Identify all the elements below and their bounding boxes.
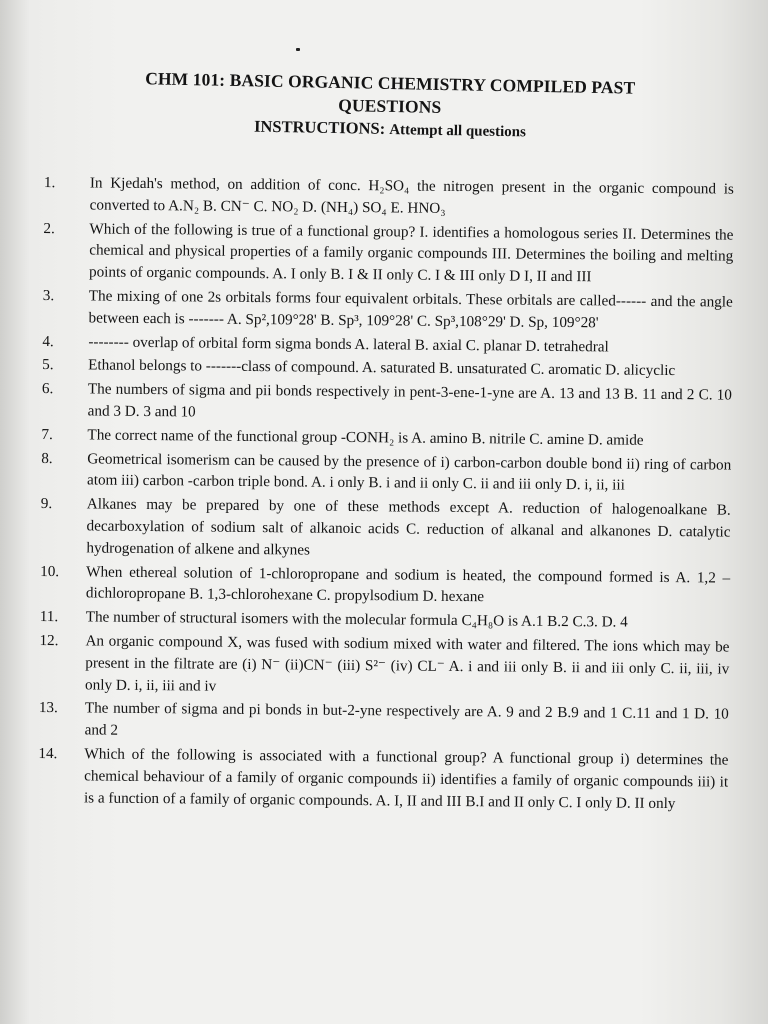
question-item [43,218,734,290]
document-header [90,68,690,141]
question-number: 13. [38,699,58,717]
question-number: 11. [39,608,59,626]
question-text: When ethereal solution of 1-chloropropane and sodium is heated, the compound formed is A. 1,2 – dichloropropane B. 1,3-chlorohexane C. propylsodium D. hexane [85,562,731,606]
question-number: 7. [41,425,53,443]
question-number: 12. [39,631,59,650]
question-text: -------- overlap of orbital form sigma bonds A. lateral B. axial C. planar D. tetrahedral [88,333,609,356]
instructions-label: INSTRUCTIONS: [253,116,386,138]
question-item [40,493,731,565]
question-item [41,448,731,498]
question-text: Ethanol belongs to -------class of compound. A. saturated B. unsaturated C. aromatic D. alicyclic [88,356,676,380]
title-line-1: CHM 101: BASIC ORGANIC CHEMISTRY COMPILED PAST [145,68,636,98]
question-item [42,285,732,335]
question-item [40,561,730,611]
question-number: 5. [42,356,54,374]
question-text: The number of structural isomers with the molecular formula C₄H₈O is A.1 B.2 C.3. D. 4 [85,608,628,631]
question-number: 3. [42,286,55,305]
question-text: Which of the following is true of a functional group? I. identifies a homologous series II. Determines the chemical and physical properties of a family organic compounds III. Determines the boiling and melting points of organic compounds. A. I only B. I & II only C. I & III only D I, II and III [88,220,734,286]
question-item [44,172,734,222]
question-text: The number of sigma and pi bonds in but-2-yne respectively are A. 9 and 2 B.9 and 1 C.11 and 1 D. 10 and 2 [84,699,729,739]
question-text: Alkanes may be prepared by one of these methods except A. reduction of halogenoalkane B. decarboxylation of sodium salt of alkanoic acids C. reduction of alkanal and alkanones D. catalytic hydrogenation of alkene and alkynes [86,495,731,559]
question-text: Geometrical isomerism can be caused by the presence of i) carbon-carbon double bond ii) ring of carbon atom iii) carbon -carbon triple bond. A. i only B. i and ii only C. ii and iii only D. i, ii, iii [86,449,732,494]
question-number: 1. [43,173,56,192]
question-number: 6. [41,380,54,398]
question-list [38,172,734,817]
question-number: 8. [41,449,53,467]
question-item [42,378,732,428]
question-text: Which of the following is associated with a functional group? A functional group i) determines the chemical behaviour of a family of organic compounds ii) identifies a family of organic compounds iii) it is a function of a family of organic compounds. A. I, II and III B.I and II only C. I only D. II only [83,745,729,812]
question-text: The numbers of sigma and pii bonds respectively in pent-3-ene-1-yne are A. 13 and 13 B. 11 and 2 C. 10 and 3 D. 3 and 10 [87,380,732,421]
question-number: 9. [40,495,53,513]
question-text: The correct name of the functional group -CONH₂ is A. amino B. nitrile C. amine D. amide [87,426,644,449]
question-number: 14. [38,744,58,763]
question-text: In Kjedah's method, on addition of conc. H₂SO₄ the nitrogen present in the organic compound is converted to A.N₂ B. CN⁻ C. NO₂ D. (NH₄) SO₄ E. HNO₃ [89,174,734,217]
question-item [39,697,729,747]
question-item [39,630,730,702]
question-text: The mixing of one 2s orbitals forms four equivalent orbitals. These orbitals are called------ and the angle between each is ------- A. Sp²,109°28' B. Sp³, 109°28' C. Sp³,108°29' D. Sp, 109°28' [88,287,733,332]
question-number: 4. [42,332,54,350]
question-item [38,743,729,815]
question-number: 2. [43,219,55,237]
scan-mark [296,48,300,51]
title-line-2: QUESTIONS [338,95,442,117]
question-number: 10. [40,562,60,580]
question-text: An organic compound X, was fused with sodium mixed with water and filtered. The ions which may be present in the filtrate are (i) N⁻ (ii)CN⁻ (iii) S²⁻ (iv) CL⁻ A. i and iii only B. ii and iii only C. ii, iii, iv only D. i, ii, iii and iv [85,632,730,695]
instructions-text: Attempt all questions [389,121,527,141]
